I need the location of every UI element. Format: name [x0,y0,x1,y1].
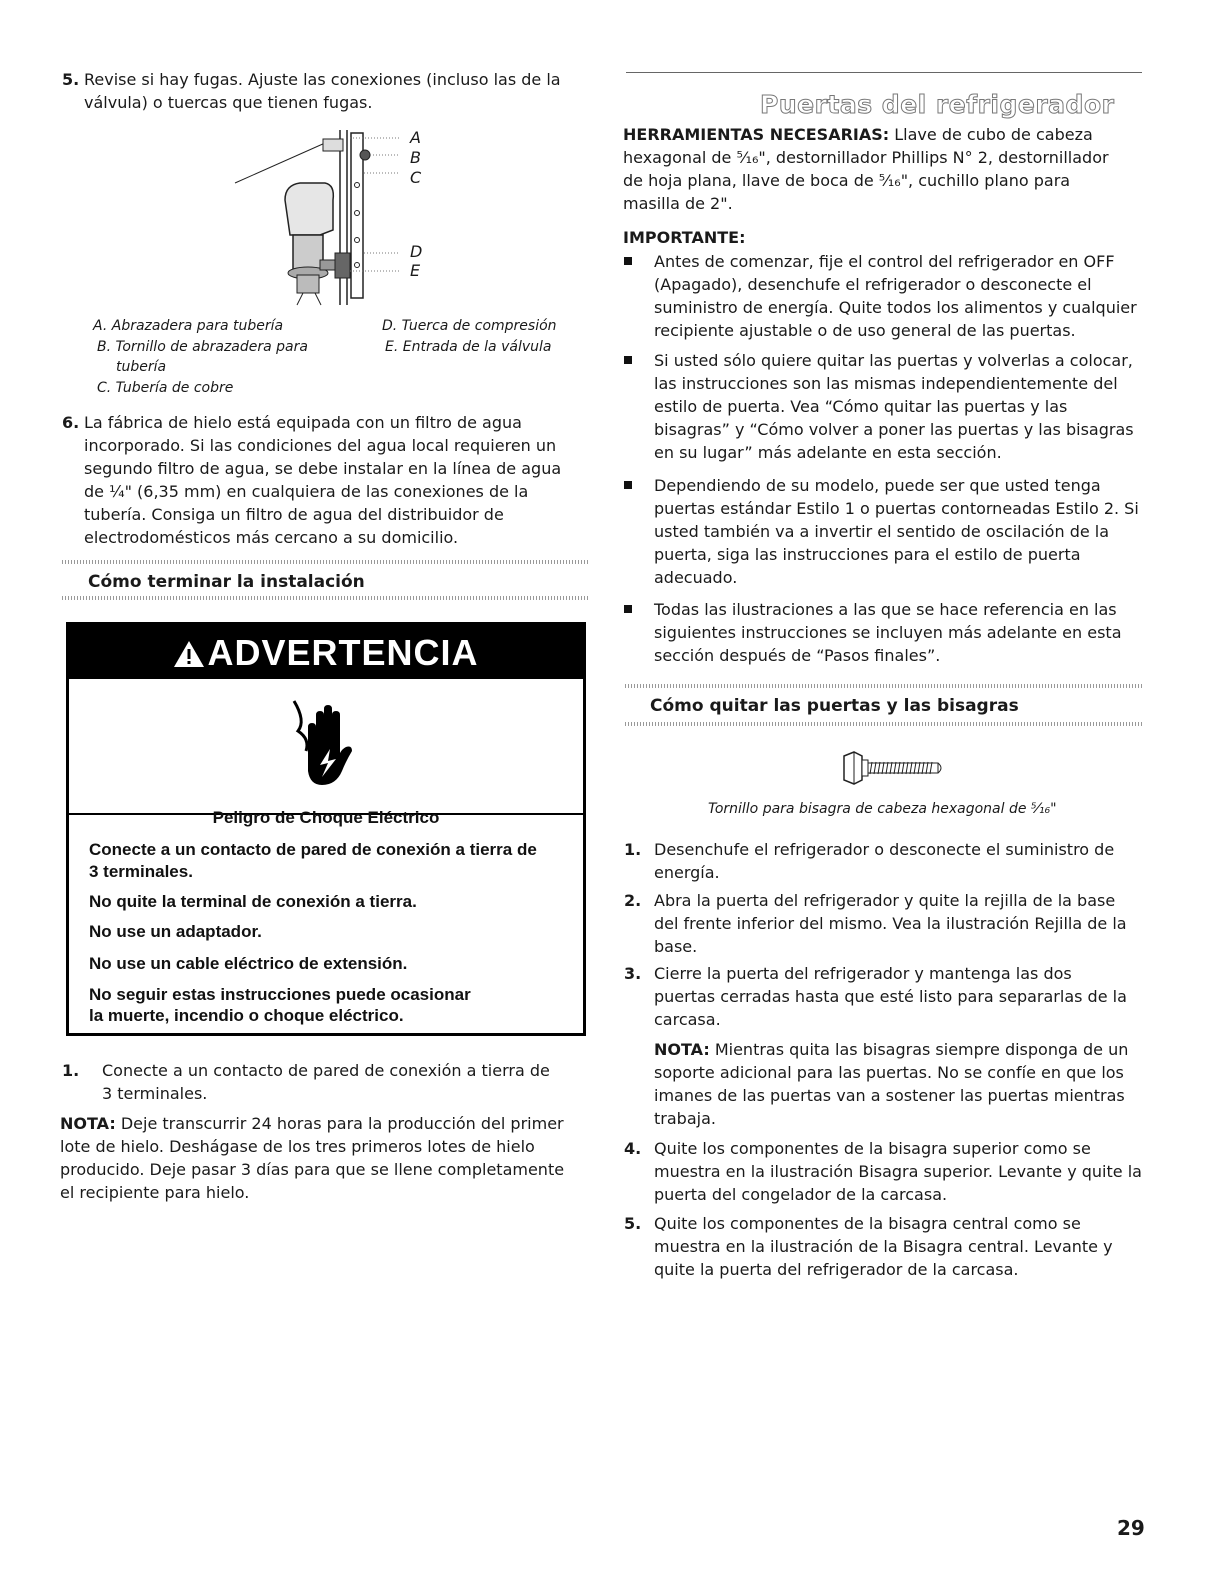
bullet-square-icon [624,257,632,265]
tools-label: HERRAMIENTAS NECESARIAS: [623,125,890,144]
step-number: 3. [624,964,642,983]
bullet-square-icon [624,481,632,489]
section-heading-remove-doors: Cómo quitar las puertas y las bisagras [650,696,1019,716]
step-number: 6. [62,413,80,432]
warning-line: la muerte, incendio o choque eléctrico. [89,1006,404,1025]
warning-line: Conecte a un contacto de pared de conexión a tierra de [89,840,537,859]
remove-step-1: 1. Desenchufe el refrigerador o desconecte el suministro de energía. [624,840,1115,882]
section-divider [625,722,1143,726]
figure-label-b: B [410,148,421,167]
warning-subtitle: Peligro de Choque Eléctrico [212,808,440,827]
step-number: 5. [62,70,80,89]
warning-line: No use un adaptador. [89,922,262,941]
warning-line: No quite la terminal de conexión a tierra. [89,892,417,911]
remove-step-4: 4. Quite los componentes de la bisagra superior como se muestra en la ilustración Bisagra superior. Levante y quite la puerta del congelador de la carcasa. [624,1139,1142,1204]
note-label: NOTA: [654,1040,710,1059]
section-divider [625,684,1143,688]
remove-step-3: 3. Cierre la puerta del refrigerador y mantenga las dos puertas cerradas hasta que esté listo para separarlas de la carcasa. [624,964,1127,1029]
step-text: Revise si hay fugas. Ajuste las conexiones (incluso las de la válvula) o tuercas que tienen fugas. [84,70,561,112]
importante-label: IMPORTANTE: [623,228,746,247]
bullet-square-icon [624,605,632,613]
caption-c: C. Tubería de cobre [97,380,234,396]
section-divider [62,596,590,600]
screw-caption: Tornillo para bisagra de cabeza hexagonal de ⁵⁄₁₆" [708,801,1057,817]
warning-title: ADVERTENCIA [207,632,479,673]
figure-label-c: C [410,168,422,187]
section-divider [62,560,590,564]
bullet-square-icon [624,356,632,364]
warning-box [66,622,586,1036]
warning-triangle-icon [173,640,205,668]
note-ice: NOTA: Deje transcurrir 24 horas para la producción del primer lote de hielo. Deshágase de los tres primeros lotes de hielo producido. Deje pasar 3 días para que se llene completamente el recipiente para hielo. [60,1114,565,1202]
hinge-screw-icon [840,748,946,788]
finish-step-1 [62,1059,592,1107]
caption-b-cont: tubería [116,359,167,375]
note-hinges: NOTA: Mientras quita las bisagras siempre disponga de un soporte adicional para las puertas. No se confíe en que los imanes de las puertas van a sostener las puertas mientras trabaja. [654,1040,1129,1128]
page-number: 29 [1117,1516,1145,1540]
caption-b: B. Tornillo de abrazadera para [97,339,308,355]
step-text: La fábrica de hielo está equipada con un filtro de agua incorporado. Si las condiciones del agua local requieren un segundo filtro de agua, se debe instalar en la línea de agua de ¼" (6,35 mm) en cualquiera de las conexiones de la tubería. Consiga un filtro de agua del distribuidor de electrodomésticos más cercano a su domicilio. [84,413,562,547]
remove-step-2: 2. Abra la puerta del refrigerador y quite la rejilla de la base del frente inferior del mismo. Vea la ilustración Rejilla de la base. [624,891,1127,956]
warning-line: 3 terminales. [89,862,193,881]
caption-e: E. Entrada de la válvula [385,339,552,355]
figure-label-e: E [410,261,421,280]
warning-header [69,625,583,679]
top-rule [626,72,1142,73]
step-number: 2. [624,891,642,910]
figure-label-a: A [410,128,421,147]
step-number: 1. [624,840,642,859]
remove-step-5: 5. Quite los componentes de la bisagra central como se muestra en la ilustración de la Bisagra central. Levante y quite la puerta del refrigerador de la carcasa. [624,1214,1113,1279]
figure-label-d: D [410,242,423,261]
step-6 [62,411,592,551]
section-heading-finish-install: Cómo terminar la instalación [88,572,365,592]
electric-shock-hand-icon [286,691,366,791]
tools-needed: HERRAMIENTAS NECESARIAS: Llave de cubo de cabeza hexagonal de ⁵⁄₁₆", destornillador Phillips N° 2, destornillador de hoja plana, llave de boca de ⁵⁄₁₆", cuchillo plano para masilla de 2". [623,125,1109,213]
section-title: Puertas del refrigerador [760,90,1115,119]
step-number: 1. [62,1061,80,1080]
warning-line: No seguir estas instrucciones puede ocasionar [89,985,471,1004]
step-number: 5. [624,1214,642,1233]
caption-d: D. Tuerca de compresión [382,318,557,334]
step-5 [62,68,592,116]
caption-a: A. Abrazadera para tubería [93,318,284,334]
step-number: 4. [624,1139,642,1158]
step-text: Conecte a un contacto de pared de conexión a tierra de 3 terminales. [102,1061,550,1103]
note-label: NOTA: [60,1114,116,1133]
warning-line: No use un cable eléctrico de extensión. [89,954,408,973]
